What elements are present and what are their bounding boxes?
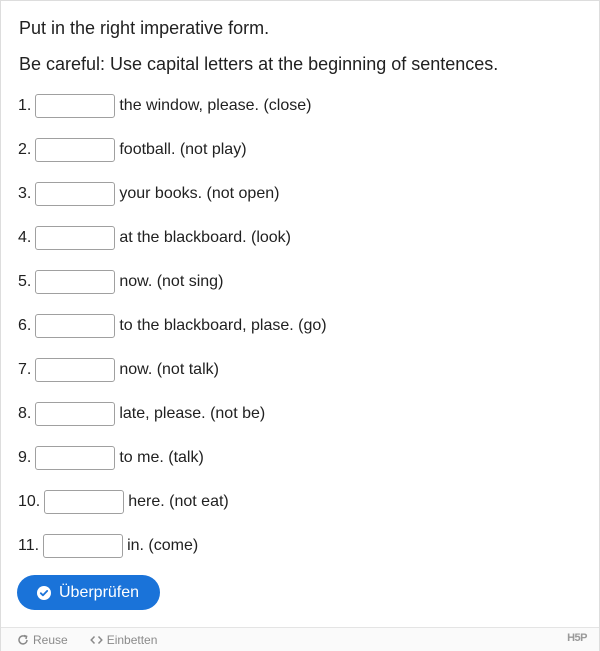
exercise-number: 11. [18, 537, 40, 554]
exercise-row [1, 357, 599, 383]
exercise-row [1, 181, 599, 207]
check-button-label: Überprüfen [59, 583, 140, 601]
exercise-text: your books. (not open) [119, 185, 280, 202]
answer-input[interactable] [35, 182, 115, 206]
check-button[interactable] [17, 575, 160, 610]
exercise-content [1, 1, 599, 559]
embed-label: Einbetten [106, 632, 158, 647]
check-circle-icon [37, 586, 51, 600]
exercise-text: late, please. (not be) [119, 405, 266, 422]
answer-input[interactable] [43, 534, 123, 558]
exercise-number: 5. [18, 273, 32, 290]
exercise-text: to the blackboard, plase. (go) [119, 317, 327, 334]
embed-icon [90, 635, 103, 645]
answer-input[interactable] [35, 314, 115, 338]
exercise-number: 9. [18, 449, 32, 466]
exercise-text: in. (come) [127, 537, 199, 554]
exercise-number: 6. [18, 317, 32, 334]
exercise-text: the window, please. (close) [119, 97, 312, 114]
exercise-text: here. (not eat) [128, 493, 229, 510]
exercise-row [1, 225, 599, 251]
exercise-number: 1. [18, 97, 32, 114]
h5p-logo: H5P [567, 632, 587, 644]
reuse-button[interactable] [17, 633, 68, 647]
exercise-number: 7. [18, 361, 32, 378]
exercise-number: 3. [18, 185, 32, 202]
answer-input[interactable] [44, 490, 124, 514]
exercise-number: 2. [18, 141, 32, 158]
answer-input[interactable] [35, 358, 115, 382]
instruction-text: Put in the right imperative form. [19, 18, 270, 38]
exercise-number: 10. [18, 493, 41, 510]
reuse-icon [17, 634, 29, 646]
exercise-row [1, 445, 599, 471]
exercise-number: 4. [18, 229, 32, 246]
embed-button[interactable] [90, 633, 158, 647]
footer-bar [1, 627, 599, 651]
exercise-text: to me. (talk) [119, 449, 204, 466]
exercise-row [1, 269, 599, 295]
exercise-row [1, 401, 599, 427]
answer-input[interactable] [35, 402, 115, 426]
answer-input[interactable] [35, 270, 115, 294]
instruction-warning: Be careful: Use capital letters at the beginning of sentences. [19, 54, 499, 74]
exercise-number: 8. [18, 405, 32, 422]
answer-input[interactable] [35, 226, 115, 250]
exercise-row [1, 137, 599, 163]
exercise-row [1, 533, 599, 559]
answer-input[interactable] [35, 138, 115, 162]
reuse-label: Reuse [33, 632, 68, 647]
exercise-text: now. (not talk) [119, 361, 219, 378]
exercise-text: at the blackboard. (look) [119, 229, 291, 246]
exercise-text: football. (not play) [119, 141, 247, 158]
answer-input[interactable] [35, 94, 115, 118]
exercise-text: now. (not sing) [119, 273, 224, 290]
exercise-row [1, 313, 599, 339]
answer-input[interactable] [35, 446, 115, 470]
exercise-list [1, 93, 599, 559]
exercise-row [1, 93, 599, 119]
exercise-row [1, 489, 599, 515]
